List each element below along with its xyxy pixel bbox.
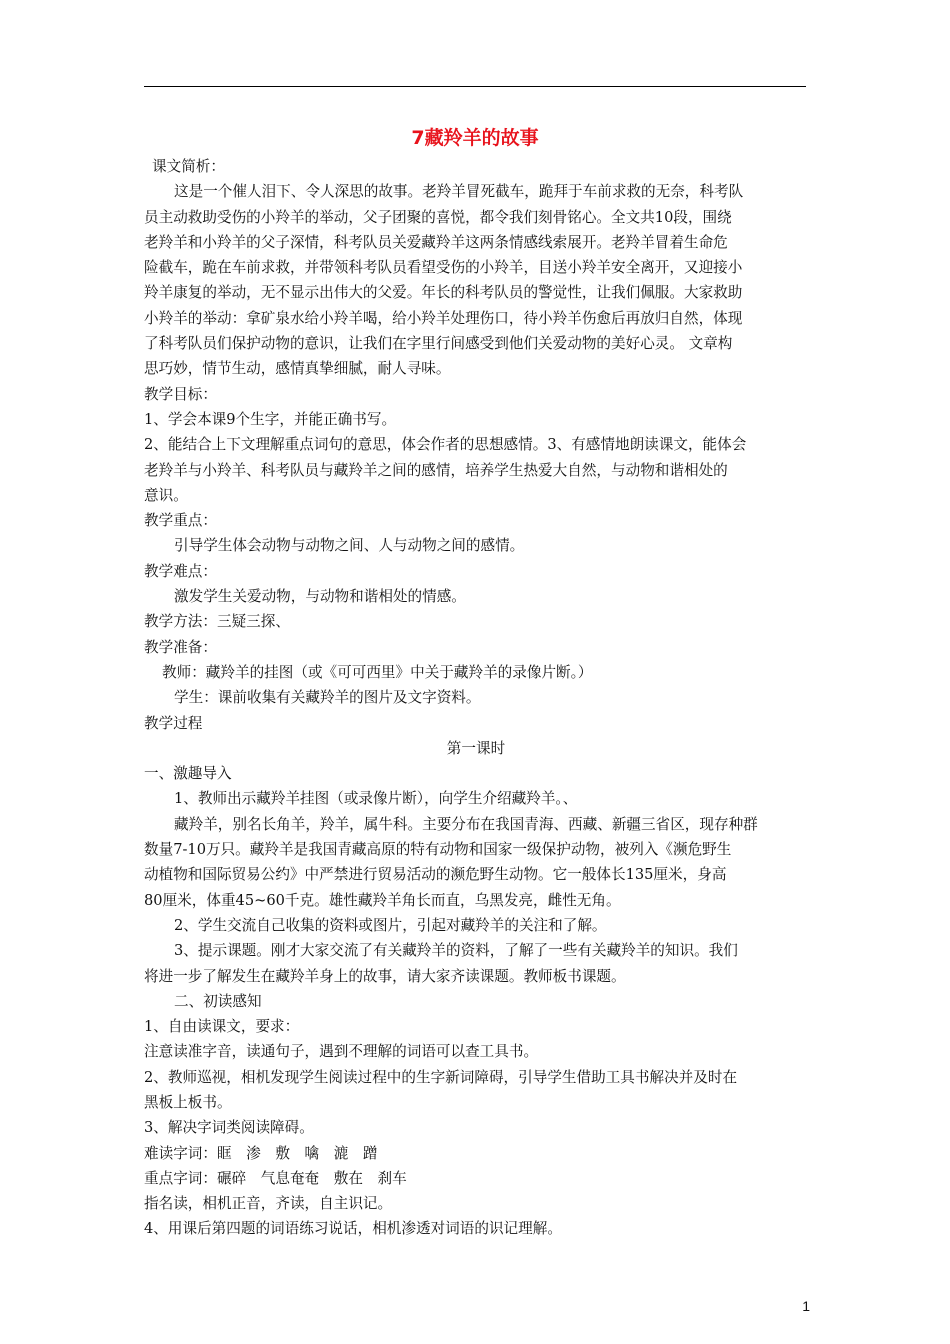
text-line: 数量7-10万只。藏羚羊是我国青藏高原的特有动物和国家一级保护动物，被列入《濒危野生 [144, 841, 732, 859]
text-line: 教学过程 [144, 714, 203, 732]
text-line: 教学难点： [144, 562, 217, 580]
text-line: 羚羊康复的举动，无不显示出伟大的父爱。年长的科考队员的警觉性，让我们佩服。大家救助 [144, 284, 743, 302]
text-line: 学生：课前收集有关藏羚羊的图片及文字资料。 [174, 689, 481, 707]
document-body [144, 154, 808, 1242]
text-line: 注意读准字音，读通句子，遇到不理解的词语可以查工具书。 [144, 1043, 539, 1061]
text-line: 员主动救助受伤的小羚羊的举动，父子团聚的喜悦，都令我们刻骨铭心。全文共10段，围绕 [144, 208, 732, 226]
text-line: 二、初读感知 [174, 992, 262, 1010]
text-line: 一、激趣导入 [144, 765, 232, 783]
text-line: 重点字词：碾碎 气息奄奄 敷在 刹车 [144, 1169, 407, 1187]
text-line: 80厘米，体重45~60千克。雄性藏羚羊角长而直，乌黑发亮，雌性无角。 [144, 891, 621, 909]
text-line: 动植物和国际贸易公约》中严禁进行贸易活动的濒危野生动物。它一般体长135厘米，身高 [144, 866, 727, 884]
text-line: 了科考队员们保护动物的意识，让我们在字里行间感受到他们关爱动物的美好心灵。 文章构 [144, 335, 733, 353]
text-line: 教学方法：三疑三探、 [144, 613, 290, 631]
text-line: 1、教师出示藏羚羊挂图（或录像片断），向学生介绍藏羚羊。、 [174, 790, 578, 808]
text-line: 险截车，跪在车前求救，并带领科考队员看望受伤的小羚羊，目送小羚羊安全离开，又迎接小 [144, 259, 743, 277]
text-line: 2、学生交流自己收集的资料或图片，引起对藏羚羊的关注和了解。 [174, 916, 607, 934]
text-line: 1、自由读课文，要求： [144, 1018, 300, 1036]
document-title: 7藏羚羊的故事 [411, 127, 539, 149]
text-line: 2、能结合上下文理解重点词句的意思，体会作者的思想感情。3、有感情地朗读课文，能体会 [144, 436, 747, 454]
text-line: 小羚羊的举动：拿矿泉水给小羚羊喝，给小羚羊处理伤口，待小羚羊伤愈后再放归自然，体现 [144, 309, 743, 327]
text-line: 老羚羊和小羚羊的父子深情，科考队员关爱藏羚羊这两条情感线索展开。老羚羊冒着生命危 [144, 233, 728, 251]
text-line: 指名读，相机正音，齐读，自主识记。 [144, 1195, 393, 1213]
text-line: 教师：藏羚羊的挂图（或《可可西里》中关于藏羚羊的录像片断。） [162, 663, 593, 681]
text-line: 3、解决字词类阅读障碍。 [144, 1119, 314, 1137]
text-line: 思巧妙，情节生动，感情真挚细腻，耐人寻味。 [144, 360, 451, 378]
text-line: 将进一步了解发生在藏羚羊身上的故事，请大家齐读课题。教师板书课题。 [144, 967, 626, 985]
text-line: 教学重点： [144, 512, 217, 530]
text-line: 老羚羊与小羚羊、科考队员与藏羚羊之间的感情，培养学生热爱大自然，与动物和谐相处的 [144, 461, 728, 479]
text-line: 教学目标： [144, 385, 217, 403]
text-line: 引导学生体会动物与动物之间、人与动物之间的感情。 [174, 537, 525, 555]
text-line: 激发学生关爱动物，与动物和谐相处的情感。 [174, 588, 466, 606]
text-line: 1、学会本课9个生字，并能正确书写。 [144, 410, 397, 428]
text-line: 2、教师巡视，相机发现学生阅读过程中的生字新词障碍，引导学生借助工具书解决并及时在 [144, 1068, 738, 1086]
header-rule [144, 86, 806, 87]
text-line: 难读字词：眶 渗 敷 噙 漉 蹭 [144, 1144, 378, 1162]
text-line: 黑板上板书。 [144, 1093, 232, 1111]
text-line: 3、提示课题。刚才大家交流了有关藏羚羊的资料，了解了一些有关藏羚羊的知识。我们 [174, 942, 738, 960]
text-line: 课文简析： [152, 158, 225, 175]
text-line: 第一课时 [446, 739, 506, 757]
text-line: 这是一个催人泪下、令人深思的故事。老羚羊冒死截车，跪拜于车前求救的无奈，科考队 [174, 183, 744, 201]
text-line: 4、用课后第四题的词语练习说话，相机渗透对词语的识记理解。 [144, 1220, 562, 1238]
page-number: 1 [802, 1298, 810, 1314]
text-line: 教学准备： [144, 638, 217, 656]
text-line: 意识。 [144, 486, 188, 504]
text-line: 藏羚羊，别名长角羊，羚羊，属牛科。主要分布在我国青海、西藏、新疆三省区，现存种群 [174, 815, 758, 833]
